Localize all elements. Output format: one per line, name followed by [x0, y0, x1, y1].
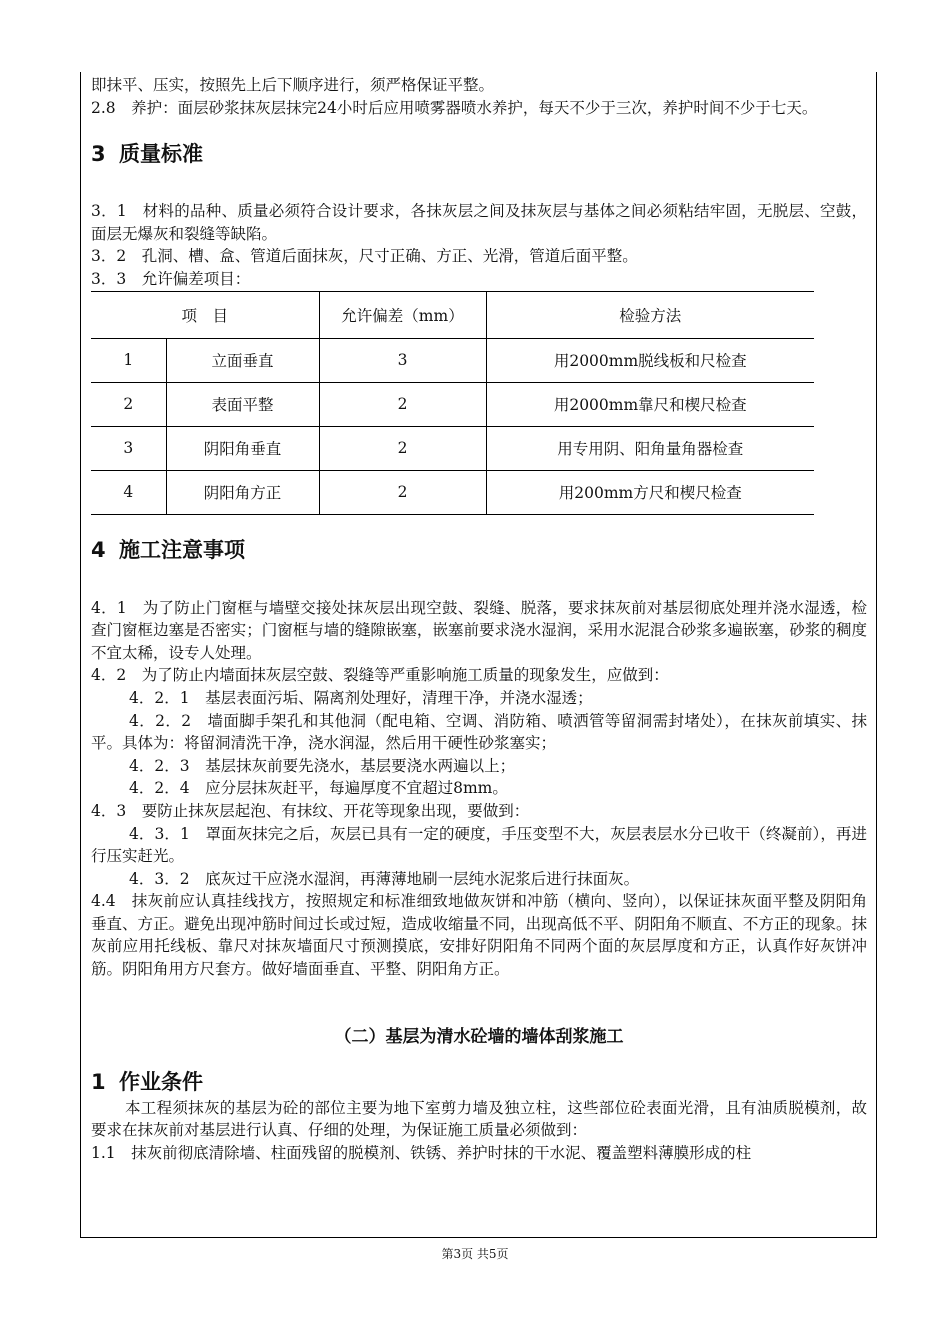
cell-tolerance: 3 [319, 338, 486, 382]
page-frame [80, 72, 877, 1238]
section-title: 质量标准 [119, 142, 203, 167]
section-title: 作业条件 [119, 1069, 203, 1094]
cell-no: 3 [91, 426, 166, 470]
tolerance-table [91, 291, 814, 515]
paragraph-3-3: 3．3 允许偏差项目： [91, 269, 251, 288]
section-1-heading [91, 1067, 867, 1097]
paragraph-4-2-2: 4．2．2 墙面脚手架孔和其他洞（配电箱、空调、消防箱、喷洒管等留洞需封堵处），在抹灰前填实、抹平。具体为：将留洞清洗干净，浇水润湿，然后用干硬性砂浆塞实； [91, 711, 867, 753]
section-number: 1 [91, 1069, 106, 1094]
section-number: 4 [91, 537, 106, 562]
table-row [91, 470, 814, 514]
cell-tolerance: 2 [319, 382, 486, 426]
header-item: 项 目 [91, 291, 319, 338]
cell-item: 阴阳角垂直 [166, 426, 319, 470]
cell-method: 用200mm方尺和楔尺检查 [486, 470, 814, 514]
paragraph-4-4: 4.4 抹灰前应认真挂线找方，按照规定和标准细致地做灰饼和冲筋（横向、竖向），以保证抹灰面平整及阴阳角垂直、方正。避免出现冲筋时间过长或过短，造成收缩量不同，出现高低不平、阴阳角不顺直、不方正的现象。抹灰前应用托线板、靠尺对抹灰墙面尺寸预测摸底，安排好阴阳角不同两个面的灰层厚度和方正，认真作好灰饼冲筋。阴阳角用方尺套方。做好墙面垂直、平整、阴阳角方正。 [91, 892, 867, 979]
paragraph-1-1: 1.1 抹灰前彻底清除墙、柱面残留的脱模剂、铁锈、养护时抹的干水泥、覆盖塑料薄膜形成的柱 [91, 1143, 752, 1162]
section-title: 施工注意事项 [119, 537, 245, 562]
paragraph: 即抹平、压实，按照先上后下顺序进行，须严格保证平整。 [91, 76, 495, 94]
cell-method: 用2000mm脱线板和尺检查 [486, 338, 814, 382]
part-two-title: （二）基层为清水砼墙的墙体刮浆施工 [334, 1026, 624, 1047]
paragraph-intro: 本工程须抹灰的基层为砼的部位主要为地下室剪力墙及独立柱，这些部位砼表面光滑，且有油质脱模剂，故要求在抹灰前对基层进行认真、仔细的处理，为保证施工质量必须做到： [91, 1098, 867, 1140]
paragraph-4-1: 4．1 为了防止门窗框与墙壁交接处抹灰层出现空鼓、裂缝、脱落，要求抹灰前对基层彻底处理并浇水湿透，检查门窗框边塞是否密实；门窗框与墙的缝隙嵌塞，嵌塞前要求浇水湿润，采用水泥混合砂浆多遍嵌塞，砂浆的稠度不宜太稀，设专人处理。 [91, 598, 867, 662]
table-header-row [91, 291, 814, 338]
cell-no: 4 [91, 470, 166, 514]
paragraph-4-2: 4．2 为了防止内墙面抹灰层空鼓、裂缝等严重影响施工质量的现象发生，应做到： [91, 666, 669, 685]
cell-item: 立面垂直 [166, 338, 319, 382]
header-tolerance: 允许偏差（mm） [319, 291, 486, 338]
paragraph-4-2-4: 4．2．4 应分层抹灰赶平，每遍厚度不宜超过8mm。 [129, 779, 508, 798]
cell-no: 1 [91, 338, 166, 382]
paragraph-4-2-3: 4．2．3 基层抹灰前要先浇水，基层要浇水两遍以上； [129, 756, 516, 775]
cell-method: 用专用阴、阳角量角器检查 [486, 426, 814, 470]
paragraph-2-8: 2.8 养护：面层砂浆抹灰层抹完24小时后应用喷雾器喷水养护，每天不少于三次，养护时间不少于七天。 [91, 98, 818, 117]
cell-item: 表面平整 [166, 382, 319, 426]
cell-method: 用2000mm靠尺和楔尺检查 [486, 382, 814, 426]
cell-tolerance: 2 [319, 470, 486, 514]
cell-no: 2 [91, 382, 166, 426]
table-row [91, 426, 814, 470]
section-number: 3 [91, 142, 106, 167]
cell-item: 阴阳角方正 [166, 470, 319, 514]
table-row [91, 338, 814, 382]
cell-tolerance: 2 [319, 426, 486, 470]
section-3-heading [91, 139, 867, 169]
table-row [91, 382, 814, 426]
paragraph-3-2: 3．2 孔洞、槽、盒、管道后面抹灰，尺寸正确、方正、光滑，管道后面平整。 [91, 247, 638, 266]
document-body [91, 74, 867, 1164]
page-footer: 第3页 共5页 [441, 1247, 509, 1261]
paragraph-4-3-1: 4．3．1 罩面灰抹完之后，灰层已具有一定的硬度，手压变型不大，灰层表层水分已收干（终凝前），再进行压实赶光。 [91, 824, 867, 866]
paragraph-4-2-1: 4．2．1 基层表面污垢、隔离剂处理好，清理干净，并浇水湿透； [129, 688, 593, 707]
paragraph-4-3: 4．3 要防止抹灰层起泡、有抹纹、开花等现象出现，要做到： [91, 801, 530, 820]
header-method: 检验方法 [486, 291, 814, 338]
paragraph-3-1: 3．1 材料的品种、质量必须符合设计要求，各抹灰层之间及抹灰层与基体之间必须粘结牢固，无脱层、空鼓，面层无爆灰和裂缝等缺陷。 [91, 202, 867, 243]
section-4-heading [91, 535, 867, 565]
paragraph-4-3-2: 4．3．2 底灰过干应浇水湿润，再薄薄地刷一层纯水泥浆后进行抹面灰。 [129, 869, 640, 888]
